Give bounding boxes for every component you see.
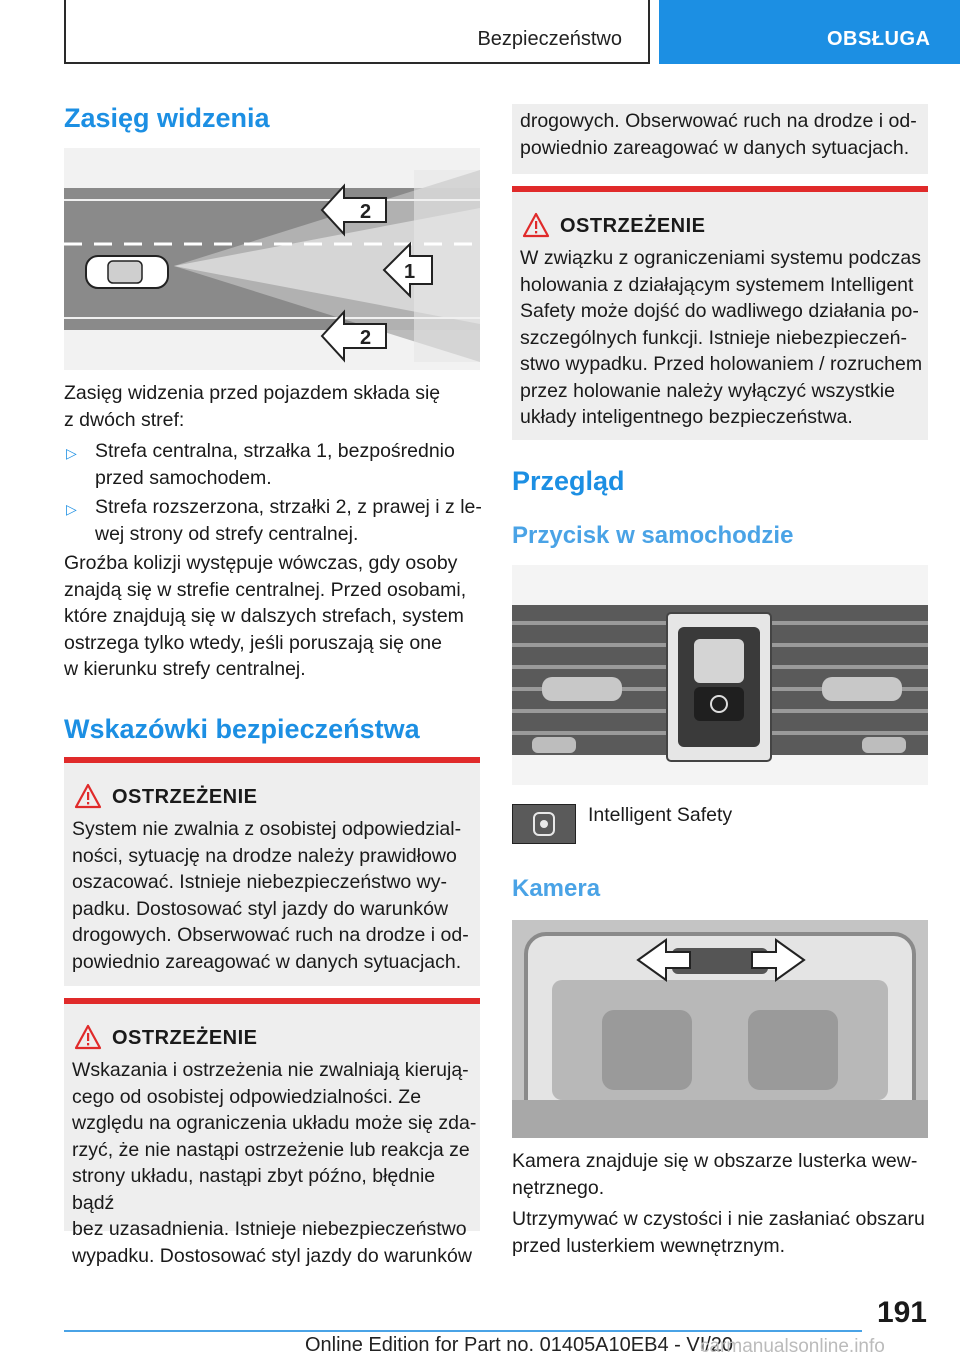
field-of-view-diagram xyxy=(64,148,480,370)
heading-overview: Przegląd xyxy=(512,466,625,496)
edition-text: Online Edition for Part no. 01405A10EB4 - VI/20 xyxy=(305,1334,734,1356)
warning-box-2 xyxy=(64,998,480,1267)
label-2-top: 2 xyxy=(360,201,372,223)
page-number: 191 xyxy=(876,1296,927,1329)
field-of-view-figure xyxy=(64,148,480,370)
warning-triangle-icon xyxy=(522,212,550,238)
warning-triangle-icon xyxy=(74,1024,102,1050)
intelligent-safety-button-icon[interactable] xyxy=(512,804,576,844)
list-item: Strefa centralna, strzałka 1, bezpośrednio przed samochodem. xyxy=(95,440,455,489)
subheading-button: Przycisk w samochodzie xyxy=(512,522,794,549)
warning-box-3 xyxy=(512,186,928,440)
warning-triangle-icon xyxy=(74,783,102,809)
collision-paragraph: Groźba kolizji występuje wówczas, gdy osoby znajdą się w strefie centralnej. Przed osobami, które znajdują się w dalszych strefach, system ostrzega tylko wtedy, jeśli poruszają się one w kierunku strefy centralnej. xyxy=(64,552,467,680)
header-box xyxy=(64,0,650,64)
heading-field-of-view: Zasięg widzenia xyxy=(64,103,270,133)
warning-title: OSTRZEŻENIE xyxy=(560,215,706,237)
car-interior-illustration xyxy=(512,920,928,1138)
intro-text: Zasięg widzenia przed pojazdem składa się z dwóch stref: xyxy=(64,382,441,431)
footer-divider xyxy=(64,1330,862,1332)
warning-title: OSTRZEŻENIE xyxy=(112,1027,258,1049)
air-vent-illustration xyxy=(512,565,928,785)
heading-safety-notes: Wskazówki bezpieczeństwa xyxy=(64,714,420,744)
warning-text: Wskazania i ostrzeżenia nie zwalniają kierują- cego od osobistej odpowiedzialności. Ze względu na ograniczenia układu może się zda- rzyć, że nie nastąpi ostrzeżenie lub reakcja ze strony układu, nastąpi zbyt późno, błędnie bądź bez uzasadnienia. Istnieje niebezpieczeństwo wypadku. Dostosować styl jazdy do warunków xyxy=(72,1059,477,1267)
section-title: Bezpieczeństwo xyxy=(477,28,622,50)
label-1: 1 xyxy=(404,261,416,283)
car-top-view xyxy=(86,256,168,288)
subheading-camera: Kamera xyxy=(512,875,601,902)
chapter-tab-label: OBSŁUGA xyxy=(827,28,931,50)
list-item: Strefa rozszerzona, strzałki 2, z prawej i z le- wej strony od strefy centralnej. xyxy=(95,496,482,545)
chapter-tab[interactable] xyxy=(659,0,960,64)
warning-bar xyxy=(64,757,480,763)
warning-title: OSTRZEŻENIE xyxy=(112,786,258,808)
bullet-triangle-icon: ▷ xyxy=(66,445,77,461)
warning-text: W związku z ograniczeniami systemu podczas holowania z działającym systemem Intelligent Safety może dojść do wadliwego działania po- szczególnych funkcji. Istnieje niebezpieczeń- stwo wypadku. Przed holowaniem / rozruchem przez holowanie należy wyłączyć wszystkie układy inteligentnego bezpieczeństwa. xyxy=(520,247,923,428)
camera-text-1: Kamera znajduje się w obszarze lusterka wew- nętrznego. xyxy=(512,1150,918,1199)
camera-photo xyxy=(512,920,928,1138)
button-label: Intelligent Safety xyxy=(588,804,733,826)
warning-continuation: drogowych. Obserwować ruch na drodze i od- powiednio zareagować w danych sytuacjach. xyxy=(512,104,928,174)
warning-box-1 xyxy=(64,757,480,986)
warning-bar xyxy=(512,186,928,192)
camera-text-2: Utrzymywać w czystości i nie zasłaniać obszaru przed lusterkiem wewnętrznym. xyxy=(512,1208,925,1257)
bullet-triangle-icon: ▷ xyxy=(66,501,77,517)
button-photo xyxy=(512,565,928,785)
warning-bar xyxy=(64,998,480,1004)
warning-text: System nie zwalnia z osobistej odpowiedzial- ności, sytuację na drodze należy prawidłowo oszacować. Istnieje niebezpieczeństwo wy- padku. Dostosować styl jazdy do warunków drogowych. Obserwować ruch na drodze i od- powiednio zareagować w danych sytuacjach. xyxy=(72,818,469,973)
label-2-bottom: 2 xyxy=(360,327,372,349)
watermark: carmanualsonline.info xyxy=(700,1336,885,1357)
